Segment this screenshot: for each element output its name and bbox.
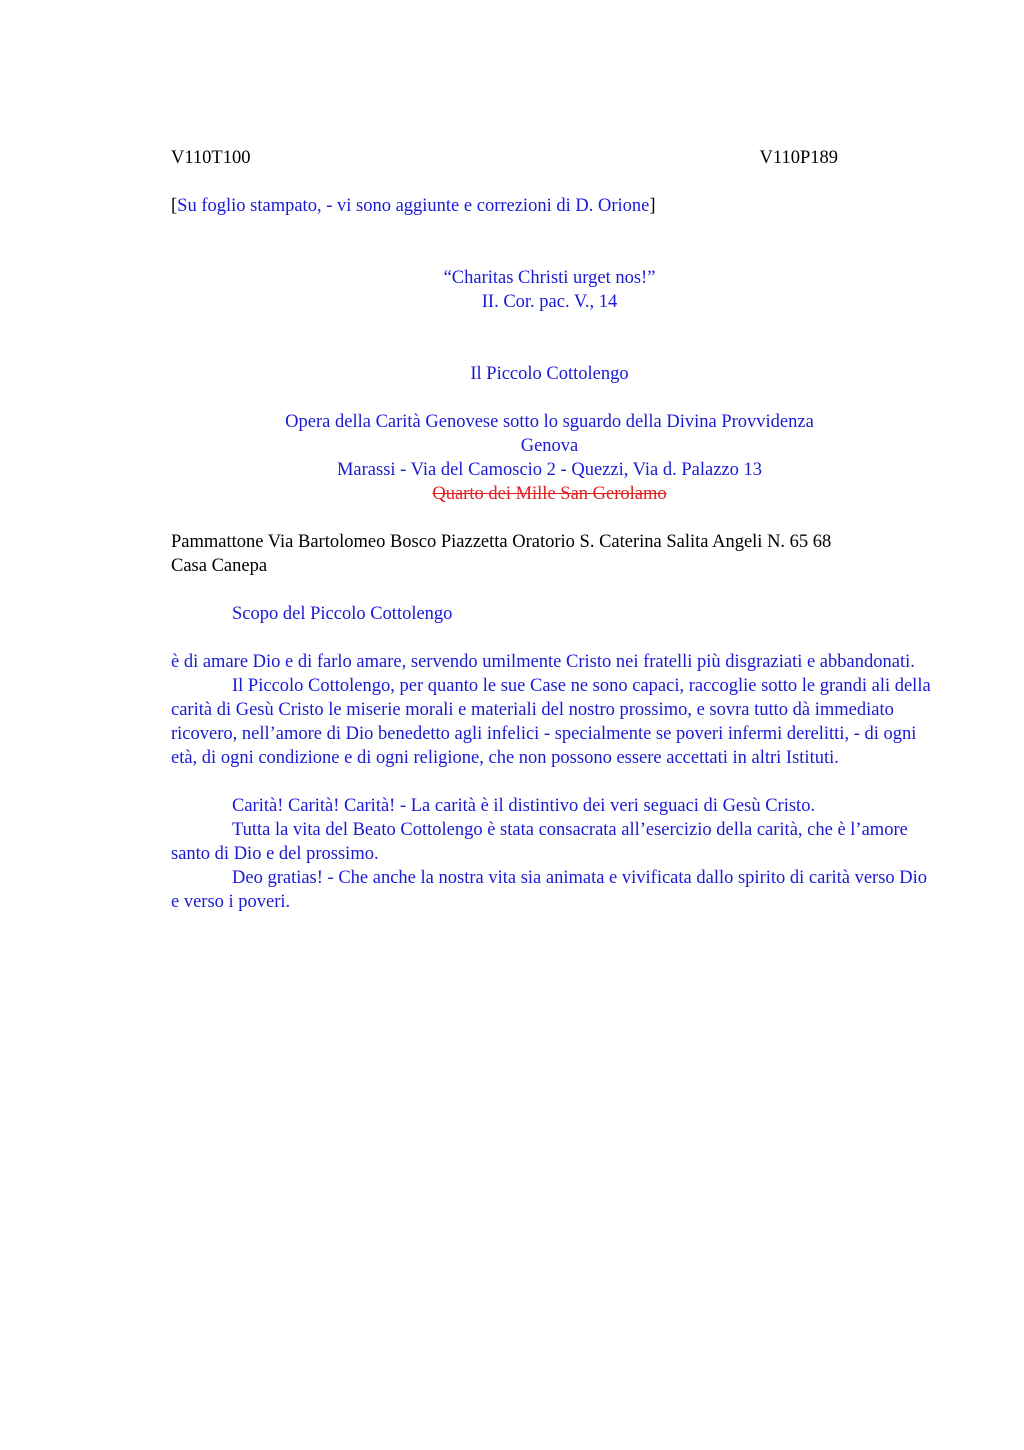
motto-reference: II. Cor. pac. V., 14 (481, 292, 618, 312)
address-line-2: Casa Canepa (171, 556, 268, 576)
address-line-1: Pammattone Via Bartolomeo Bosco Piazzetta Oratorio S. Caterina Salita Angeli N. 65 68 (171, 532, 832, 552)
section-heading: Scopo del Piccolo Cottolengo (232, 604, 453, 624)
note-close-bracket: ] (649, 196, 656, 216)
paragraph-1: è di amare Dio e di farlo amare, servendo umilmente Cristo nei fratelli più disgraziati e abbandonati. (171, 652, 915, 672)
paragraph-4: Tutta la vita del Beato Cottolengo è stata consacrata all’esercizio della carità, che è l’amore santo di Dio e del prossimo. (171, 820, 908, 864)
left-code: V110T100 (171, 148, 251, 168)
document-title: Il Piccolo Cottolengo (470, 364, 629, 384)
document-header (171, 146, 838, 170)
motto (171, 266, 928, 314)
right-code: V110P189 (759, 148, 838, 168)
paragraph-2: Il Piccolo Cottolengo, per quanto le sue Case ne sono capaci, raccoglie sotto le grandi ali della carità di Gesù Cristo le miserie morali e materiali del nostro prossimo, e sovra tutto dà immediato ricovero, nell’amore di Dio benedetto agli infelici - specialmente se poveri infermi derelitti, - di ogni età, di ogni condizione e di ogni religione, che non possono essere accettati in altri Istituti. (171, 676, 931, 768)
note-open-bracket: [ (171, 196, 178, 216)
note-text: Su foglio stampato, - vi sono aggiunte e correzioni di D. Orione (177, 196, 650, 216)
subtitle-block (171, 410, 928, 506)
subtitle-line-1: Opera della Carità Genovese sotto lo sguardo della Divina Provvidenza (285, 412, 814, 432)
paragraph-3: Carità! Carità! Carità! - La carità è il distintivo dei veri seguaci di Gesù Cristo. (232, 796, 816, 816)
struck-text: Quarto dei Mille San Gerolamo (432, 484, 667, 504)
address-block (171, 530, 931, 578)
subtitle-line-2: Genova (520, 436, 579, 456)
document-page (171, 146, 931, 914)
paragraph-5: Deo gratias! - Che anche la nostra vita sia animata e vivificata dallo spirito di carità verso Dio e verso i poveri. (171, 868, 928, 912)
editorial-note (171, 194, 931, 218)
body-text (171, 650, 931, 914)
motto-quote: “Charitas Christi urget nos!” (443, 268, 656, 288)
subtitle-struck-line (171, 482, 928, 506)
subtitle-line-3: Marassi - Via del Camoscio 2 - Quezzi, Via d. Palazzo 13 (336, 460, 763, 480)
